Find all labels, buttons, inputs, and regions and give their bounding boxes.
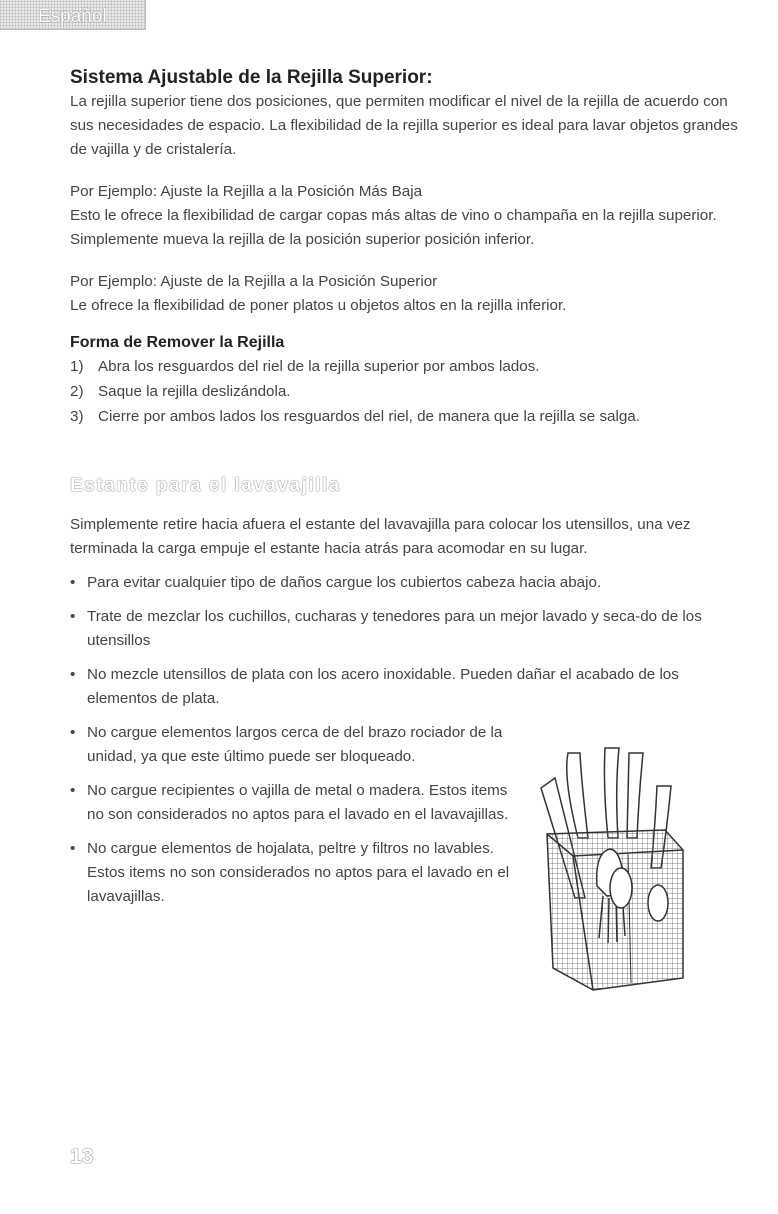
example2-text: Le ofrece la flexibilidad de poner platos u objetos altos en la rejilla inferior. xyxy=(70,297,567,314)
adjustable-rack-intro: La rejilla superior tiene dos posiciones, que permiten modificar el nivel de la rejilla de acuerdo con sus necesidades de espacio. La flexibilidad de la rejilla superior es ideal para lavar objetos grandes de vajilla y de cristalería. xyxy=(70,93,738,158)
list-item: • Para evitar cualquier tipo de daños cargue los cubiertos cabeza hacia abajo. xyxy=(70,574,602,591)
language-tab: Español xyxy=(0,0,146,30)
example2-title: Por Ejemplo: Ajuste de la Rejilla a la Posición Superior xyxy=(70,273,438,290)
section-title-adjustable-rack: Sistema Ajustable de la Rejilla Superior: xyxy=(70,67,433,88)
example1-title: Por Ejemplo: Ajuste la Rejilla a la Posición Más Baja xyxy=(70,183,423,200)
section-title-silverware-rack: Estante para el lavavajilla xyxy=(70,475,341,496)
list-item: • No cargue elementos de hojalata, peltre y filtros no lavables. Estos items no son considerados no aptos para el lavado en el lavavajillas. xyxy=(70,840,510,905)
list-item: 3) Cierre por ambos lados los resguardos del riel, de manera que la rejilla se salga. xyxy=(70,408,640,425)
page-number: 13 xyxy=(70,1145,94,1168)
list-item: • No cargue recipientes o vajilla de metal o madera. Estos items no son considerados no aptos para el lavado en el lavavajillas. xyxy=(70,782,509,823)
silverware-basket-illustration xyxy=(533,738,693,998)
list-item: 2) Saque la rejilla deslizándola. xyxy=(70,383,291,400)
silverware-rack-intro: Simplemente retire hacia afuera el estante del lavavajilla para colocar los utensillos, una vez terminada la carga empuje el estante hacia atrás para acomodar en su lugar. xyxy=(70,516,691,557)
list-item: • No cargue elementos largos cerca de del brazo rociador de la unidad, ya que este último puede ser bloqueado. xyxy=(70,724,503,765)
example1-text: Esto le ofrece la flexibilidad de cargar copas más altas de vino o champaña en la rejilla superior. Simplemente mueva la rejilla de la posición superior posición inferior. xyxy=(70,207,717,248)
list-item: • No mezcle utensillos de plata con los acero inoxidable. Pueden dañar el acabado de los elementos de plata. xyxy=(70,666,679,707)
list-item: • Trate de mezclar los cuchillos, cucharas y tenedores para un mejor lavado y seca-do de los utensillos xyxy=(70,608,702,649)
removal-steps xyxy=(70,354,738,429)
removal-title: Forma de Remover la Rejilla xyxy=(70,334,285,351)
list-item: 1) Abra los resguardos del riel de la rejilla superior por ambos lados. xyxy=(70,358,540,375)
